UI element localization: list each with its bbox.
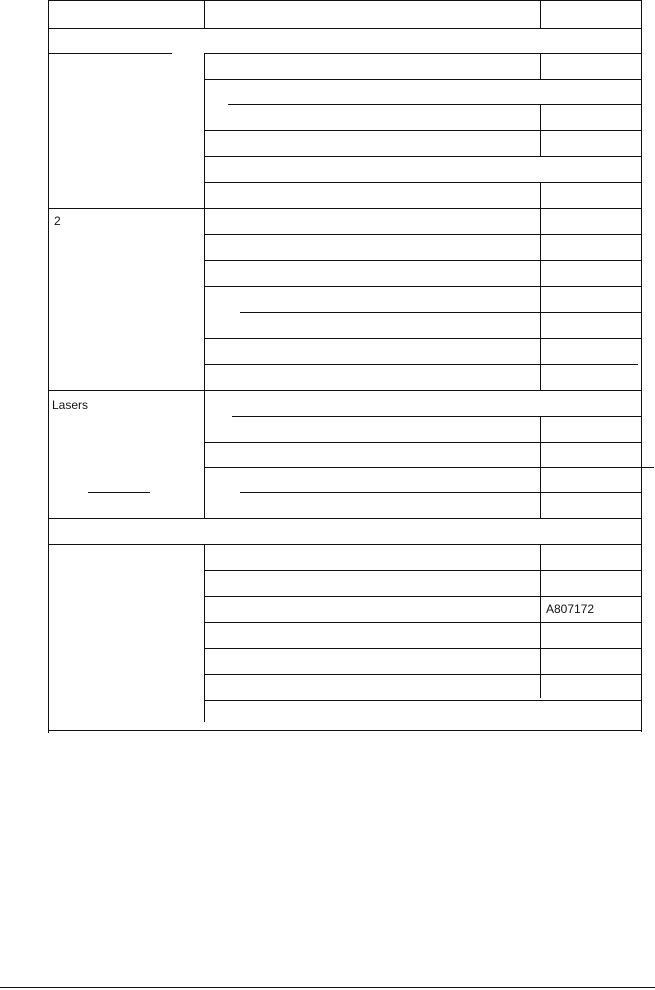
- row-line: [204, 234, 642, 235]
- group1-col-divider: [204, 53, 205, 209]
- value-col-divider: [540, 53, 541, 79]
- row-line: [232, 416, 642, 417]
- group2-col-divider: [204, 208, 205, 390]
- group3-top-line: [48, 390, 642, 391]
- row-line: [204, 622, 642, 623]
- header-col-divider-2: [540, 0, 541, 28]
- row-line: [204, 286, 642, 287]
- row-line: [204, 596, 642, 597]
- row-line: [204, 648, 642, 649]
- row-line: [204, 442, 642, 443]
- table-left-border: [48, 0, 49, 733]
- group3-col-divider: [204, 390, 205, 518]
- value-col-divider: [540, 182, 541, 208]
- value-col-divider: [540, 104, 541, 130]
- group-2-label: 2: [54, 214, 61, 228]
- row-line: [204, 182, 642, 183]
- row-line: [204, 364, 638, 365]
- row-line: [204, 700, 642, 701]
- value-col-divider: [540, 130, 541, 156]
- row-line: [204, 338, 642, 339]
- row-line: [240, 492, 642, 493]
- section-row-divider-3: [48, 544, 642, 545]
- row-line: [204, 467, 654, 468]
- group-lasers-label: Lasers: [52, 398, 89, 412]
- row-line: [204, 570, 642, 571]
- group2-top-line: [48, 208, 642, 209]
- part-number-cell: A807172: [546, 602, 595, 616]
- group2-value-col-divider: [540, 208, 541, 390]
- row-line: [204, 130, 642, 131]
- table-top-border: [48, 0, 642, 1]
- row-line: [204, 674, 642, 675]
- table-bottom-border: [48, 730, 642, 731]
- section-row-divider-1: [204, 53, 642, 54]
- row-line: [228, 104, 642, 105]
- lasers-underline: [88, 492, 150, 493]
- row-line: [240, 312, 642, 313]
- row-line: [204, 156, 642, 157]
- header-row-divider: [48, 28, 642, 29]
- row-line: [204, 260, 642, 261]
- row-line: [204, 79, 642, 80]
- page-footer-rule: [0, 987, 655, 988]
- section-left-underline-1: [48, 53, 172, 54]
- header-col-divider-1: [204, 0, 205, 28]
- section-row-divider-2: [48, 518, 642, 519]
